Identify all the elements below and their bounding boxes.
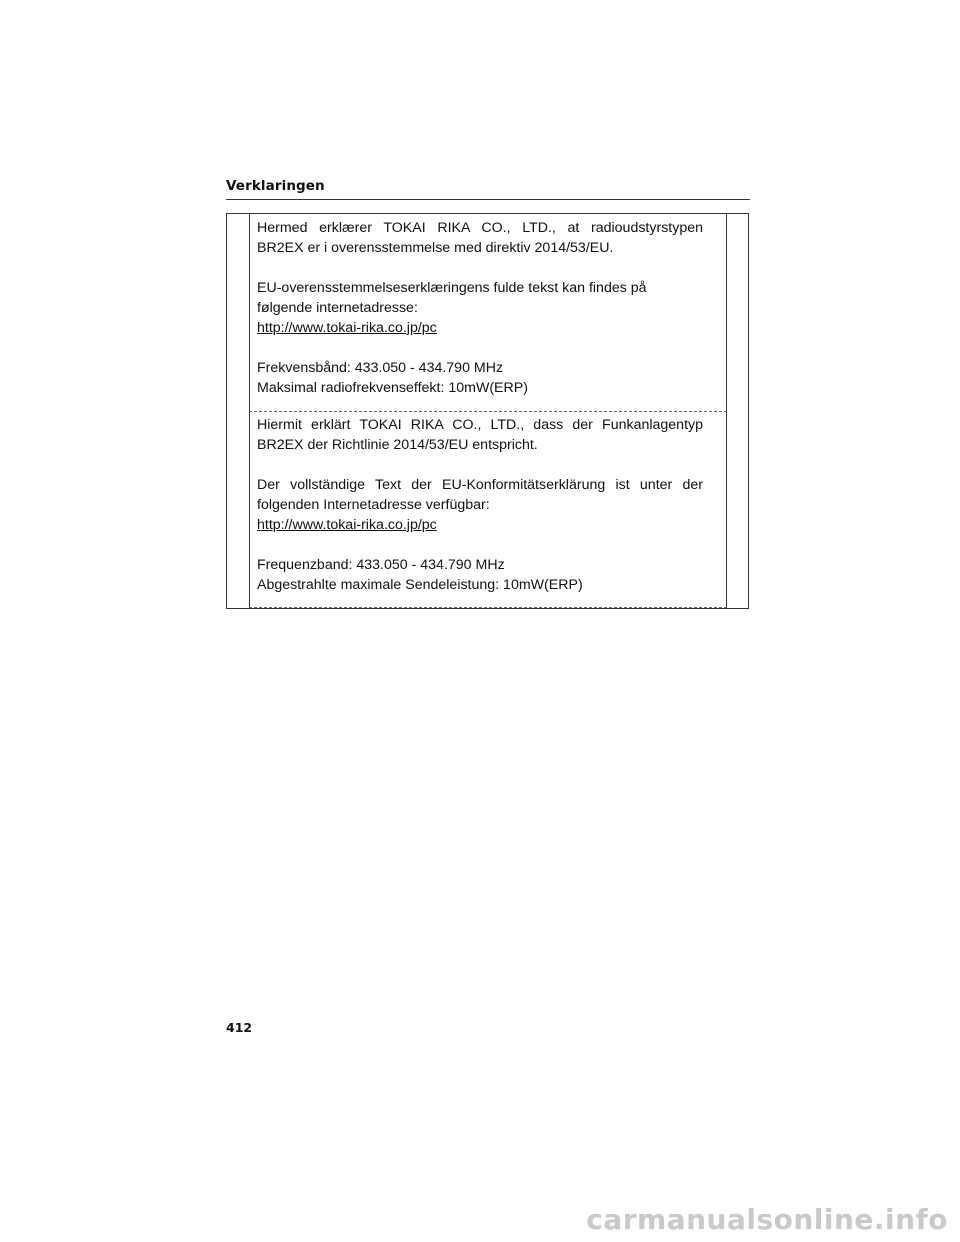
danish-url-link[interactable]: http://www.tokai-rika.co.jp/pc [257,320,437,336]
german-statement-line-2: BR2EX der Richtlinie 2014/53/EU entspricht. [257,437,538,453]
german-frequency-band: Frequenzband: 433.050 - 434.790 MHz [257,557,505,573]
german-statement-line-1: Hiermit erklärt TOKAI RIKA CO., LTD., dass der Funkanlagentyp [257,417,703,433]
german-fulltext-line-1: Der vollständige Text der EU-Konformitätserklärung ist unter der [257,477,703,493]
danish-fulltext-line-2: følgende internetadresse: [257,300,418,316]
heading-rule [226,199,750,200]
dashed-divider [249,411,727,412]
danish-statement [257,218,703,258]
german-url-link[interactable]: http://www.tokai-rika.co.jp/pc [257,517,437,533]
danish-statement-line-2: BR2EX er i overensstemmelse med direktiv 2014/53/EU. [257,240,614,256]
declaration-box [226,213,749,609]
german-max-power: Abgestrahlte maximale Sendeleistung: 10mW(ERP) [257,577,583,593]
section-heading: Verklaringen [226,178,325,194]
danish-fulltext-notice [257,278,703,338]
german-specs [257,555,703,595]
german-fulltext-line-2: folgenden Internetadresse verfügbar: [257,497,490,513]
danish-specs [257,358,703,398]
dashed-divider-bottom [249,607,727,608]
danish-declaration [257,218,703,418]
danish-statement-line-1: Hermed erklærer TOKAI RIKA CO., LTD., at radioudstyrstypen [257,220,703,236]
german-fulltext-notice [257,475,703,535]
danish-frequency-band: Frekvensbånd: 433.050 - 434.790 MHz [257,360,504,376]
german-declaration [257,415,703,615]
watermark: carmanualsonline.info [586,1203,948,1236]
page-number: 412 [226,1020,253,1035]
danish-max-power: Maksimal radiofrekvenseffekt: 10mW(ERP) [257,380,528,396]
german-statement [257,415,703,455]
danish-fulltext-line-1: EU-overensstemmelseserklæringens fulde tekst kan findes på [257,280,647,296]
